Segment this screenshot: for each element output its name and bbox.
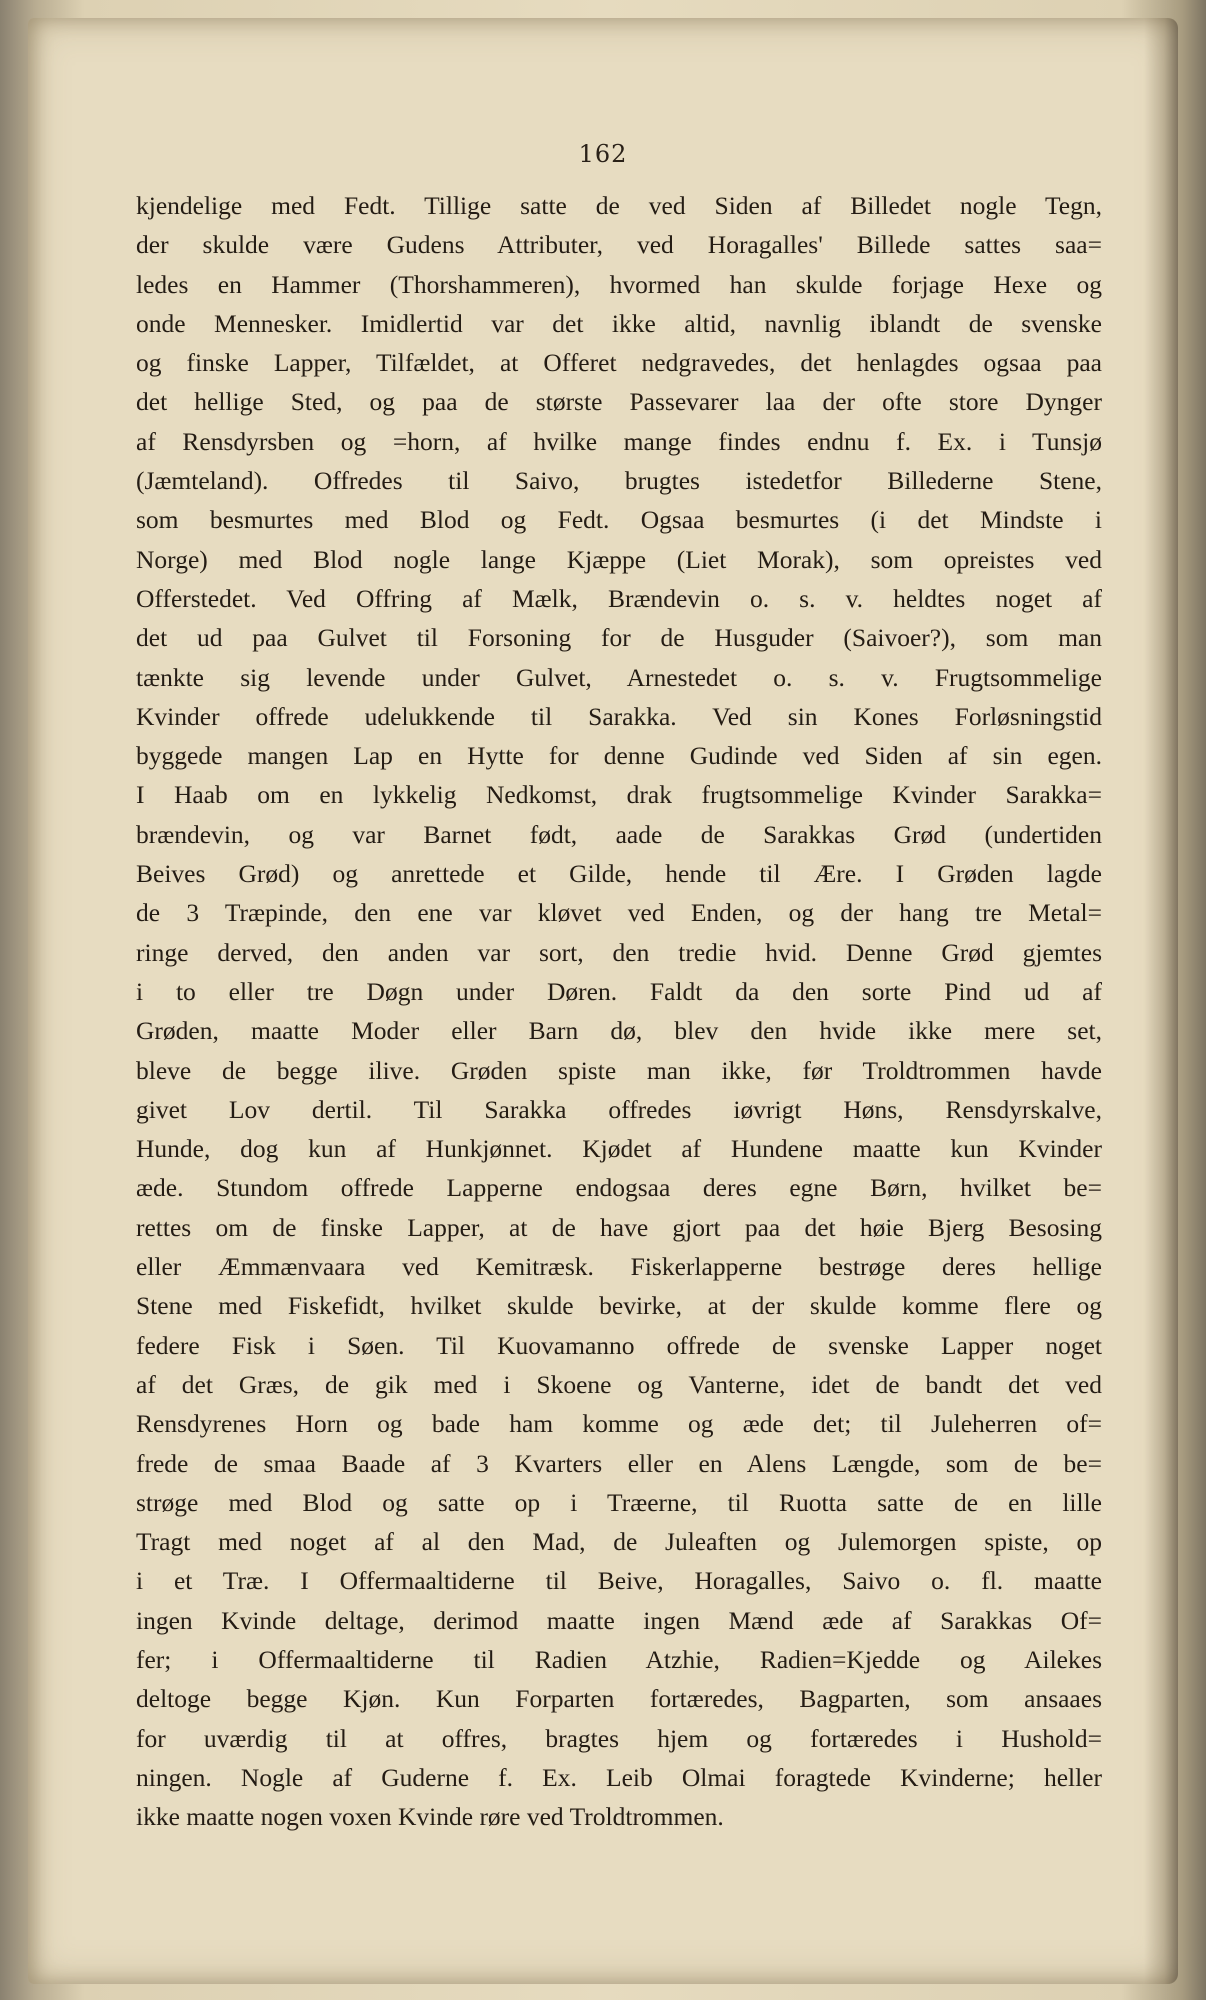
text-line: det ud paa Gulvet til Forsoning for de Husguder (Saivoer?), som man: [136, 623, 1102, 653]
text-line: rettes om de finske Lapper, at de have gjort paa det høie Bjerg Besosing: [136, 1212, 1102, 1242]
text-line: frede de smaa Baade af 3 Kvarters eller en Alens Længde, som de be=: [136, 1448, 1102, 1478]
page-gutter-shadow: [1144, 18, 1178, 1984]
text-line: eller Æmmænvaara ved Kemitræsk. Fiskerlapperne bestrøge deres hellige: [136, 1252, 1102, 1282]
text-line: som besmurtes med Blod og Fedt. Ogsaa besmurtes (i det Mindste i: [136, 505, 1102, 535]
text-line: i to eller tre Døgn under Døren. Faldt da den sorte Pind ud af: [136, 976, 1102, 1006]
text-line: ikke maatte nogen voxen Kvinde røre ved Troldtrommen.: [136, 1802, 724, 1832]
text-line: (Jæmteland). Offredes til Saivo, brugtes istedetfor Billederne Stene,: [136, 466, 1102, 496]
text-line: for uværdig til at offres, bragtes hjem og fortæredes i Hushold=: [136, 1723, 1102, 1753]
text-line: af Rensdyrsben og =horn, af hvilke mange findes endnu f. Ex. i Tunsjø: [136, 426, 1102, 456]
text-line: bleve de begge ilive. Grøden spiste man ikke, før Troldtrommen havde: [136, 1055, 1102, 1085]
text-line: tænkte sig levende under Gulvet, Arnestedet o. s. v. Frugtsommelige: [136, 662, 1102, 692]
text-line: federe Fisk i Søen. Til Kuovamanno offrede de svenske Lapper noget: [136, 1330, 1102, 1360]
page-number: 162: [578, 140, 628, 168]
text-line: deltoge begge Kjøn. Kun Forparten fortæredes, Bagparten, som ansaaes: [136, 1684, 1102, 1714]
text-line: ledes en Hammer (Thorshammeren), hvormed han skulde forjage Hexe og: [136, 269, 1102, 299]
text-line: i et Træ. I Offermaaltiderne til Beive, Horagalles, Saivo o. fl. maatte: [136, 1566, 1102, 1596]
text-line: strøge med Blod og satte op i Træerne, til Ruotta satte de en lille: [136, 1487, 1102, 1517]
text-line: fer; i Offermaaltiderne til Radien Atzhie, Radien=Kjedde og Ailekes: [136, 1644, 1102, 1674]
text-line: ringe derved, den anden var sort, den tredie hvid. Denne Grød gjemtes: [136, 937, 1102, 967]
text-line: Norge) med Blod nogle lange Kjæppe (Liet Morak), som opreistes ved: [136, 544, 1102, 574]
text-line: kjendelige med Fedt. Tillige satte de ved Siden af Billedet nogle Tegn,: [136, 191, 1102, 220]
text-line: Tragt med noget af al den Mad, de Juleaften og Julemorgen spiste, op: [136, 1527, 1102, 1557]
text-line: de 3 Træpinde, den ene var kløvet ved Enden, og der hang tre Metal=: [136, 898, 1102, 928]
text-line: Hunde, dog kun af Hunkjønnet. Kjødet af Hundene maatte kun Kvinder: [136, 1134, 1102, 1164]
text-line: af det Græs, de gik med i Skoene og Vanterne, idet de bandt det ved: [136, 1369, 1102, 1399]
text-line: onde Mennesker. Imidlertid var det ikke altid, navnlig iblandt de svenske: [136, 308, 1102, 338]
text-line: givet Lov dertil. Til Sarakka offredes iøvrigt Høns, Rensdyrskalve,: [136, 1094, 1102, 1124]
text-line: Grøden, maatte Moder eller Barn dø, blev den hvide ikke mere set,: [136, 1016, 1102, 1046]
text-line: ningen. Nogle af Guderne f. Ex. Leib Olmai foragtede Kvinderne; heller: [136, 1762, 1102, 1792]
text-line: Beives Grød) og anrettede et Gilde, hende til Ære. I Grøden lagde: [136, 859, 1102, 889]
text-line: brændevin, og var Barnet født, aade de Sarakkas Grød (undertiden: [136, 819, 1102, 849]
text-line: Kvinder offrede udelukkende til Sarakka. Ved sin Kones Forløsningstid: [136, 701, 1102, 731]
text-line: æde. Stundom offrede Lapperne endogsaa deres egne Børn, hvilket be=: [136, 1173, 1102, 1203]
text-line: ingen Kvinde deltage, derimod maatte ingen Mænd æde af Sarakkas Of=: [136, 1605, 1102, 1635]
text-line: I Haab om en lykkelig Nedkomst, drak frugtsommelige Kvinder Sarakka=: [136, 780, 1102, 810]
text-line: det hellige Sted, og paa de største Passevarer laa der ofte store Dynger: [136, 387, 1102, 417]
text-line: Offerstedet. Ved Offring af Mælk, Brændevin o. s. v. heldtes noget af: [136, 583, 1102, 613]
text-line: byggede mangen Lap en Hytte for denne Gudinde ved Siden af sin egen.: [136, 741, 1102, 771]
text-line: og finske Lapper, Tilfældet, at Offeret nedgravedes, det henlagdes ogsaa paa: [136, 348, 1102, 378]
text-line: Rensdyrenes Horn og bade ham komme og æde det; til Juleherren of=: [136, 1409, 1102, 1439]
text-line: Stene med Fiskefidt, hvilket skulde bevirke, at der skulde komme flere og: [136, 1291, 1102, 1321]
text-line: der skulde være Gudens Attributer, ved Horagalles' Billede sattes saa=: [136, 230, 1102, 260]
body-text: [136, 186, 1102, 1836]
